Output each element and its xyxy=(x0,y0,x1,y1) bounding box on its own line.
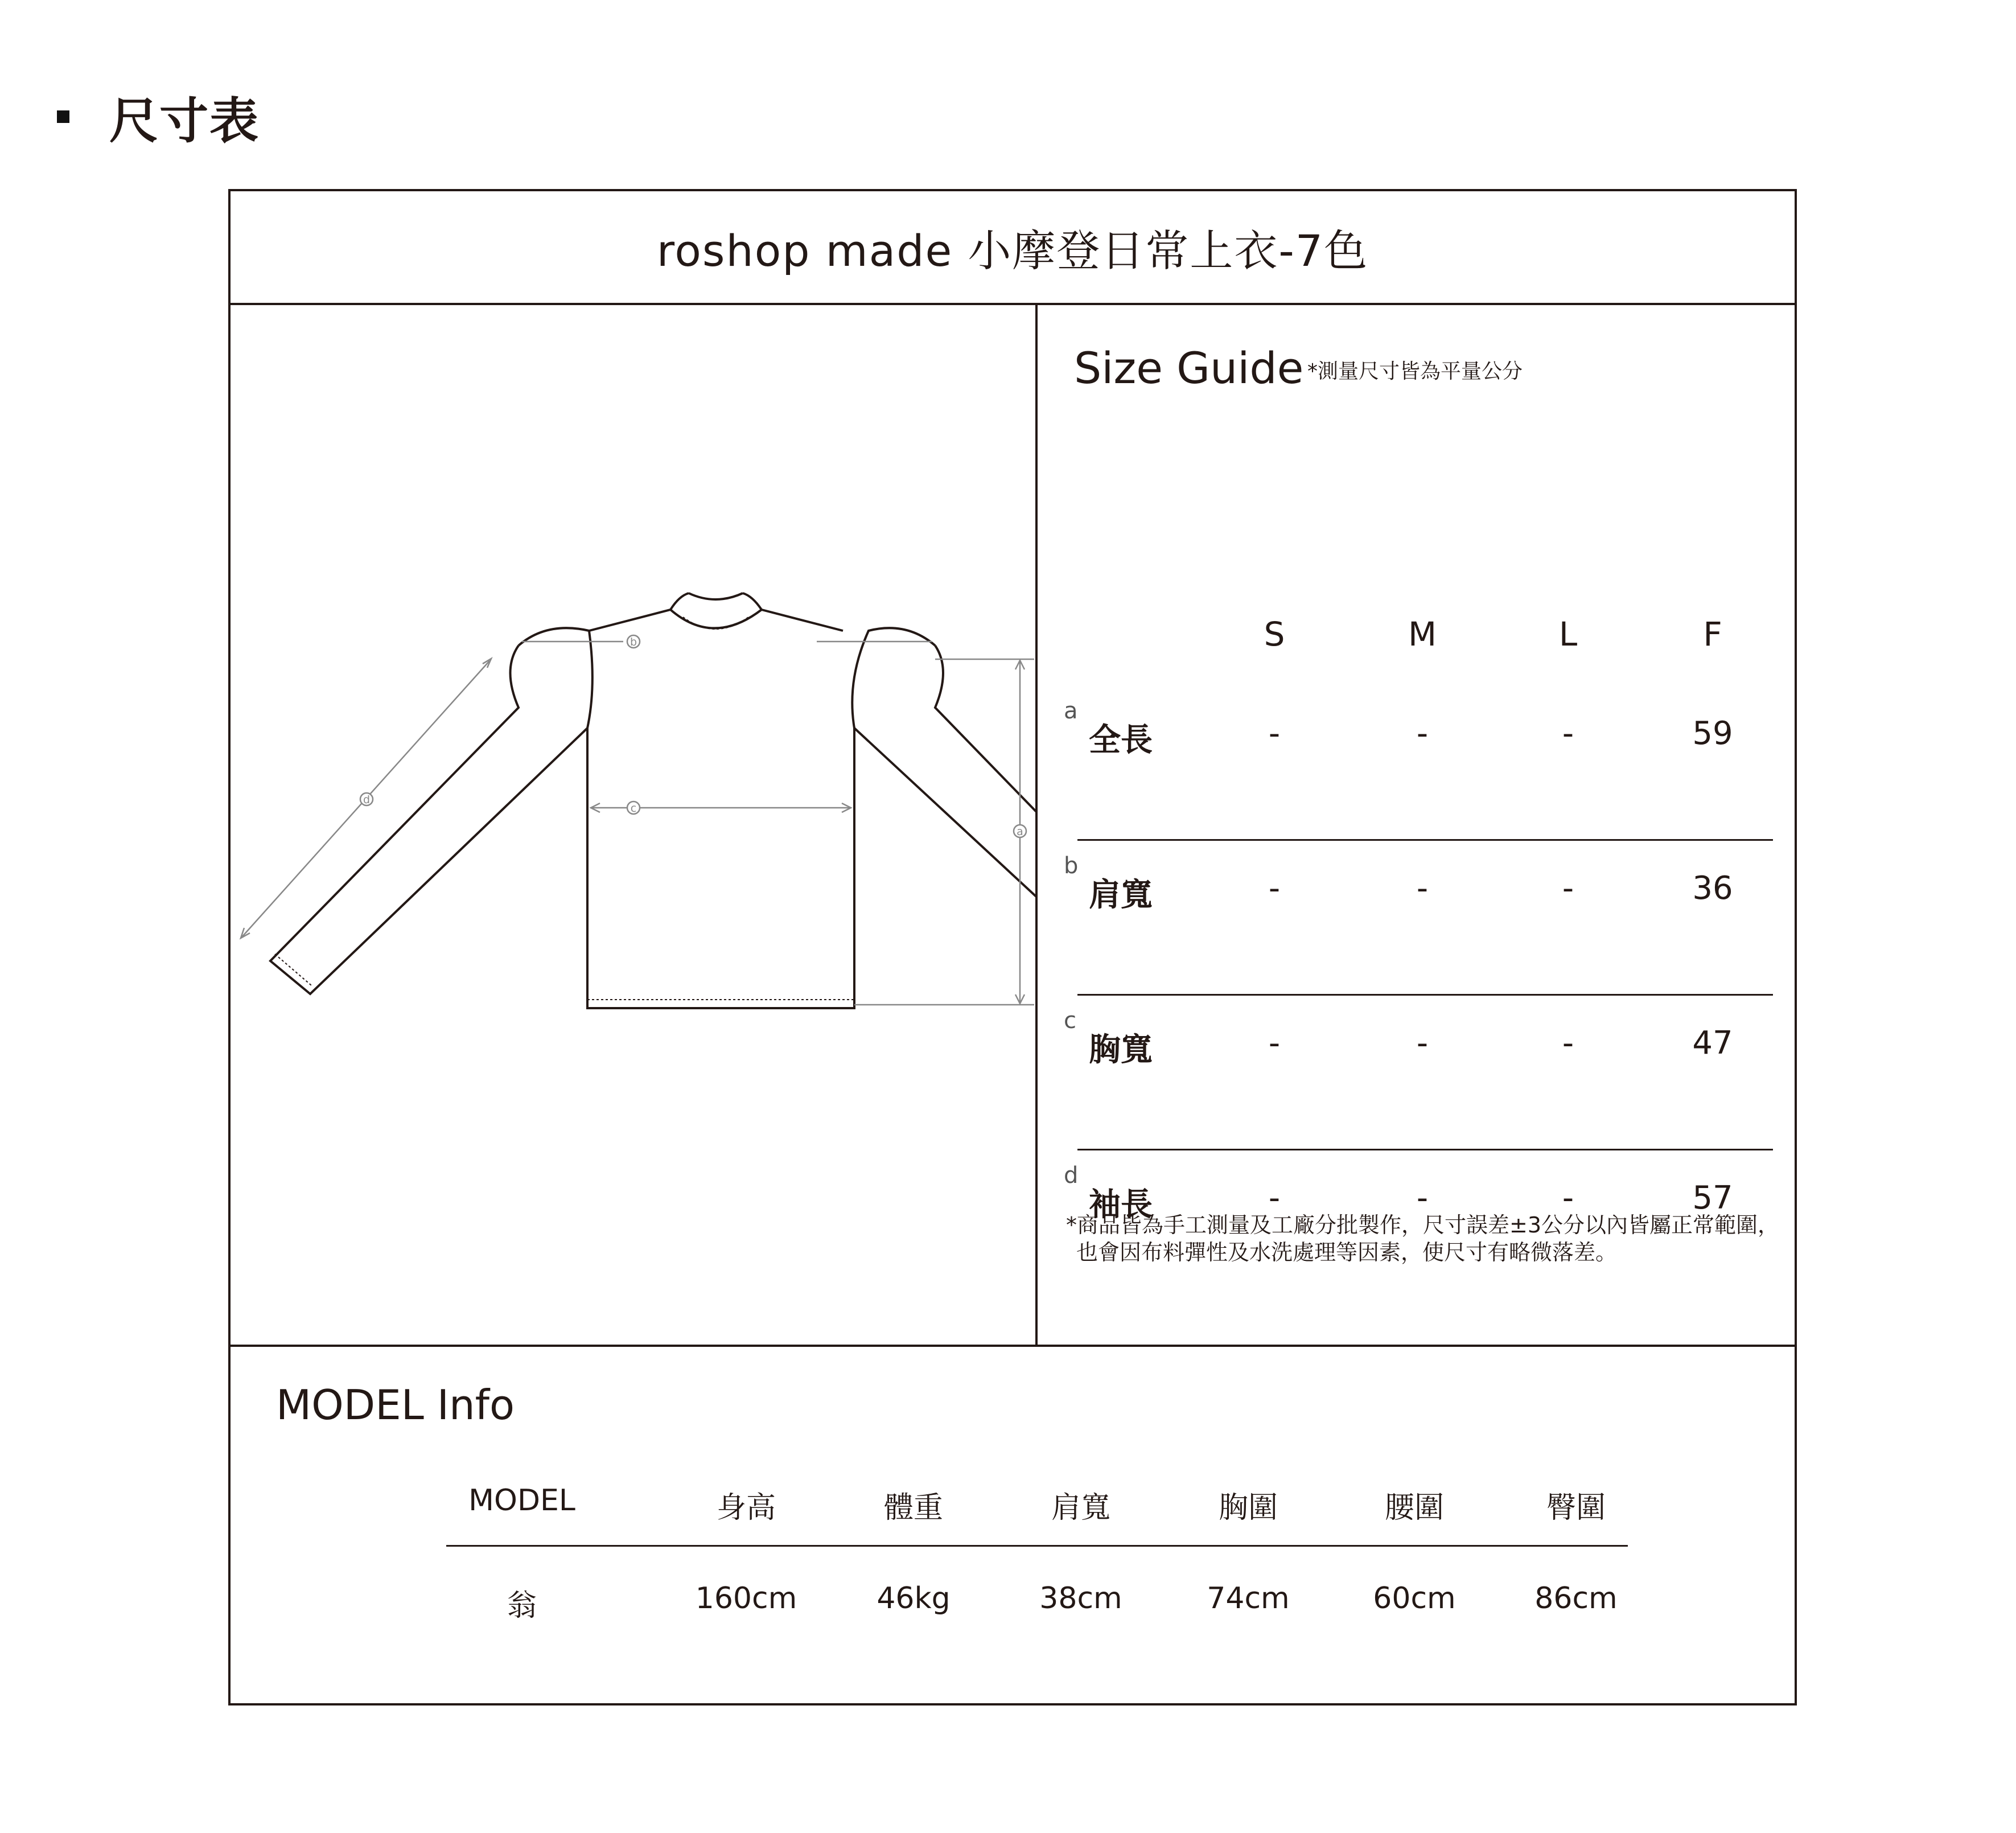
model-header-weight: 體重 xyxy=(883,1491,943,1525)
size-footnote xyxy=(1066,1211,1779,1266)
size-guide-note: *測量尺寸皆為平量公分 xyxy=(1307,360,1523,383)
value-l: - xyxy=(1562,1179,1574,1216)
size-header-m: M xyxy=(1408,615,1437,654)
garment-diagram-panel xyxy=(231,305,1038,1345)
bullet-icon xyxy=(57,110,69,123)
model-height: 160cm xyxy=(695,1581,797,1616)
value-m: - xyxy=(1416,715,1429,752)
value-f: 57 xyxy=(1692,1179,1733,1216)
row-letter: d xyxy=(1064,1162,1079,1189)
value-f: 47 xyxy=(1692,1025,1733,1062)
row-divider xyxy=(1077,1149,1773,1150)
row-letter: c xyxy=(1064,1008,1076,1034)
value-s: - xyxy=(1268,1179,1281,1216)
garment-diagram xyxy=(231,305,1035,1345)
model-info-title: MODEL Info xyxy=(276,1381,515,1429)
model-shoulder: 38cm xyxy=(1039,1581,1122,1616)
section-heading xyxy=(57,85,260,148)
model-info-panel xyxy=(231,1345,1795,1705)
row-letter: b xyxy=(1064,853,1079,879)
row-divider xyxy=(1077,839,1773,841)
model-header-model: MODEL xyxy=(468,1483,575,1518)
product-title: roshop made 小摩登日常上衣-7色 xyxy=(656,225,1369,276)
row-label: 全長 xyxy=(1089,722,1153,759)
row-label: 肩寬 xyxy=(1089,877,1153,914)
marker-b-label: b xyxy=(630,636,637,648)
size-guide-panel xyxy=(1038,305,1797,1345)
size-chart-card xyxy=(228,189,1797,1705)
footnote-line-2: 也會因布料彈性及水洗處理等因素，使尺寸有略微落差。 xyxy=(1076,1240,1618,1265)
row-label: 袖長 xyxy=(1089,1186,1153,1223)
value-s: - xyxy=(1268,870,1281,907)
section-heading-text: 尺寸表 xyxy=(109,93,260,150)
value-m: - xyxy=(1416,1179,1429,1216)
marker-d-label: d xyxy=(363,794,371,806)
size-header-l: L xyxy=(1558,615,1578,654)
value-l: - xyxy=(1562,715,1574,752)
row-label: 胸寬 xyxy=(1089,1031,1153,1068)
model-weight: 46kg xyxy=(877,1581,951,1616)
value-f: 59 xyxy=(1692,715,1733,752)
value-l: - xyxy=(1562,1025,1574,1062)
value-m: - xyxy=(1416,870,1429,907)
value-f: 36 xyxy=(1692,870,1733,907)
size-guide-title: Size Guide xyxy=(1074,343,1304,393)
model-waist: 60cm xyxy=(1373,1581,1456,1616)
model-name: 翁 xyxy=(507,1589,537,1623)
size-row-full-length xyxy=(1038,698,1797,766)
value-m: - xyxy=(1416,1025,1429,1062)
value-l: - xyxy=(1562,870,1574,907)
marker-a-label: a xyxy=(1017,825,1023,838)
size-header-f: F xyxy=(1703,615,1722,654)
value-s: - xyxy=(1268,715,1281,752)
marker-c-label: c xyxy=(630,802,637,815)
model-bust: 74cm xyxy=(1207,1581,1290,1616)
size-header-s: S xyxy=(1264,615,1285,654)
footnote-line-1: *商品皆為手工測量及工廠分批製作，尺寸誤差±3公分以內皆屬正常範圍， xyxy=(1066,1213,1780,1238)
value-s: - xyxy=(1268,1025,1281,1062)
size-row-shoulder xyxy=(1038,853,1797,921)
row-letter: a xyxy=(1064,698,1078,724)
size-row-chest xyxy=(1038,1008,1797,1076)
title-row xyxy=(231,191,1795,305)
model-header-height: 身高 xyxy=(716,1491,776,1525)
model-header-shoulder: 肩寬 xyxy=(1051,1491,1110,1525)
measure-lines xyxy=(241,642,1034,1005)
row-divider xyxy=(1077,994,1773,996)
shirt-outline xyxy=(270,593,1035,1008)
model-header-bust: 胸圍 xyxy=(1218,1491,1278,1525)
model-header-hip: 臀圍 xyxy=(1546,1491,1606,1525)
model-header-waist: 腰圍 xyxy=(1384,1491,1444,1525)
model-table-divider xyxy=(446,1545,1628,1547)
model-hip: 86cm xyxy=(1534,1581,1618,1616)
